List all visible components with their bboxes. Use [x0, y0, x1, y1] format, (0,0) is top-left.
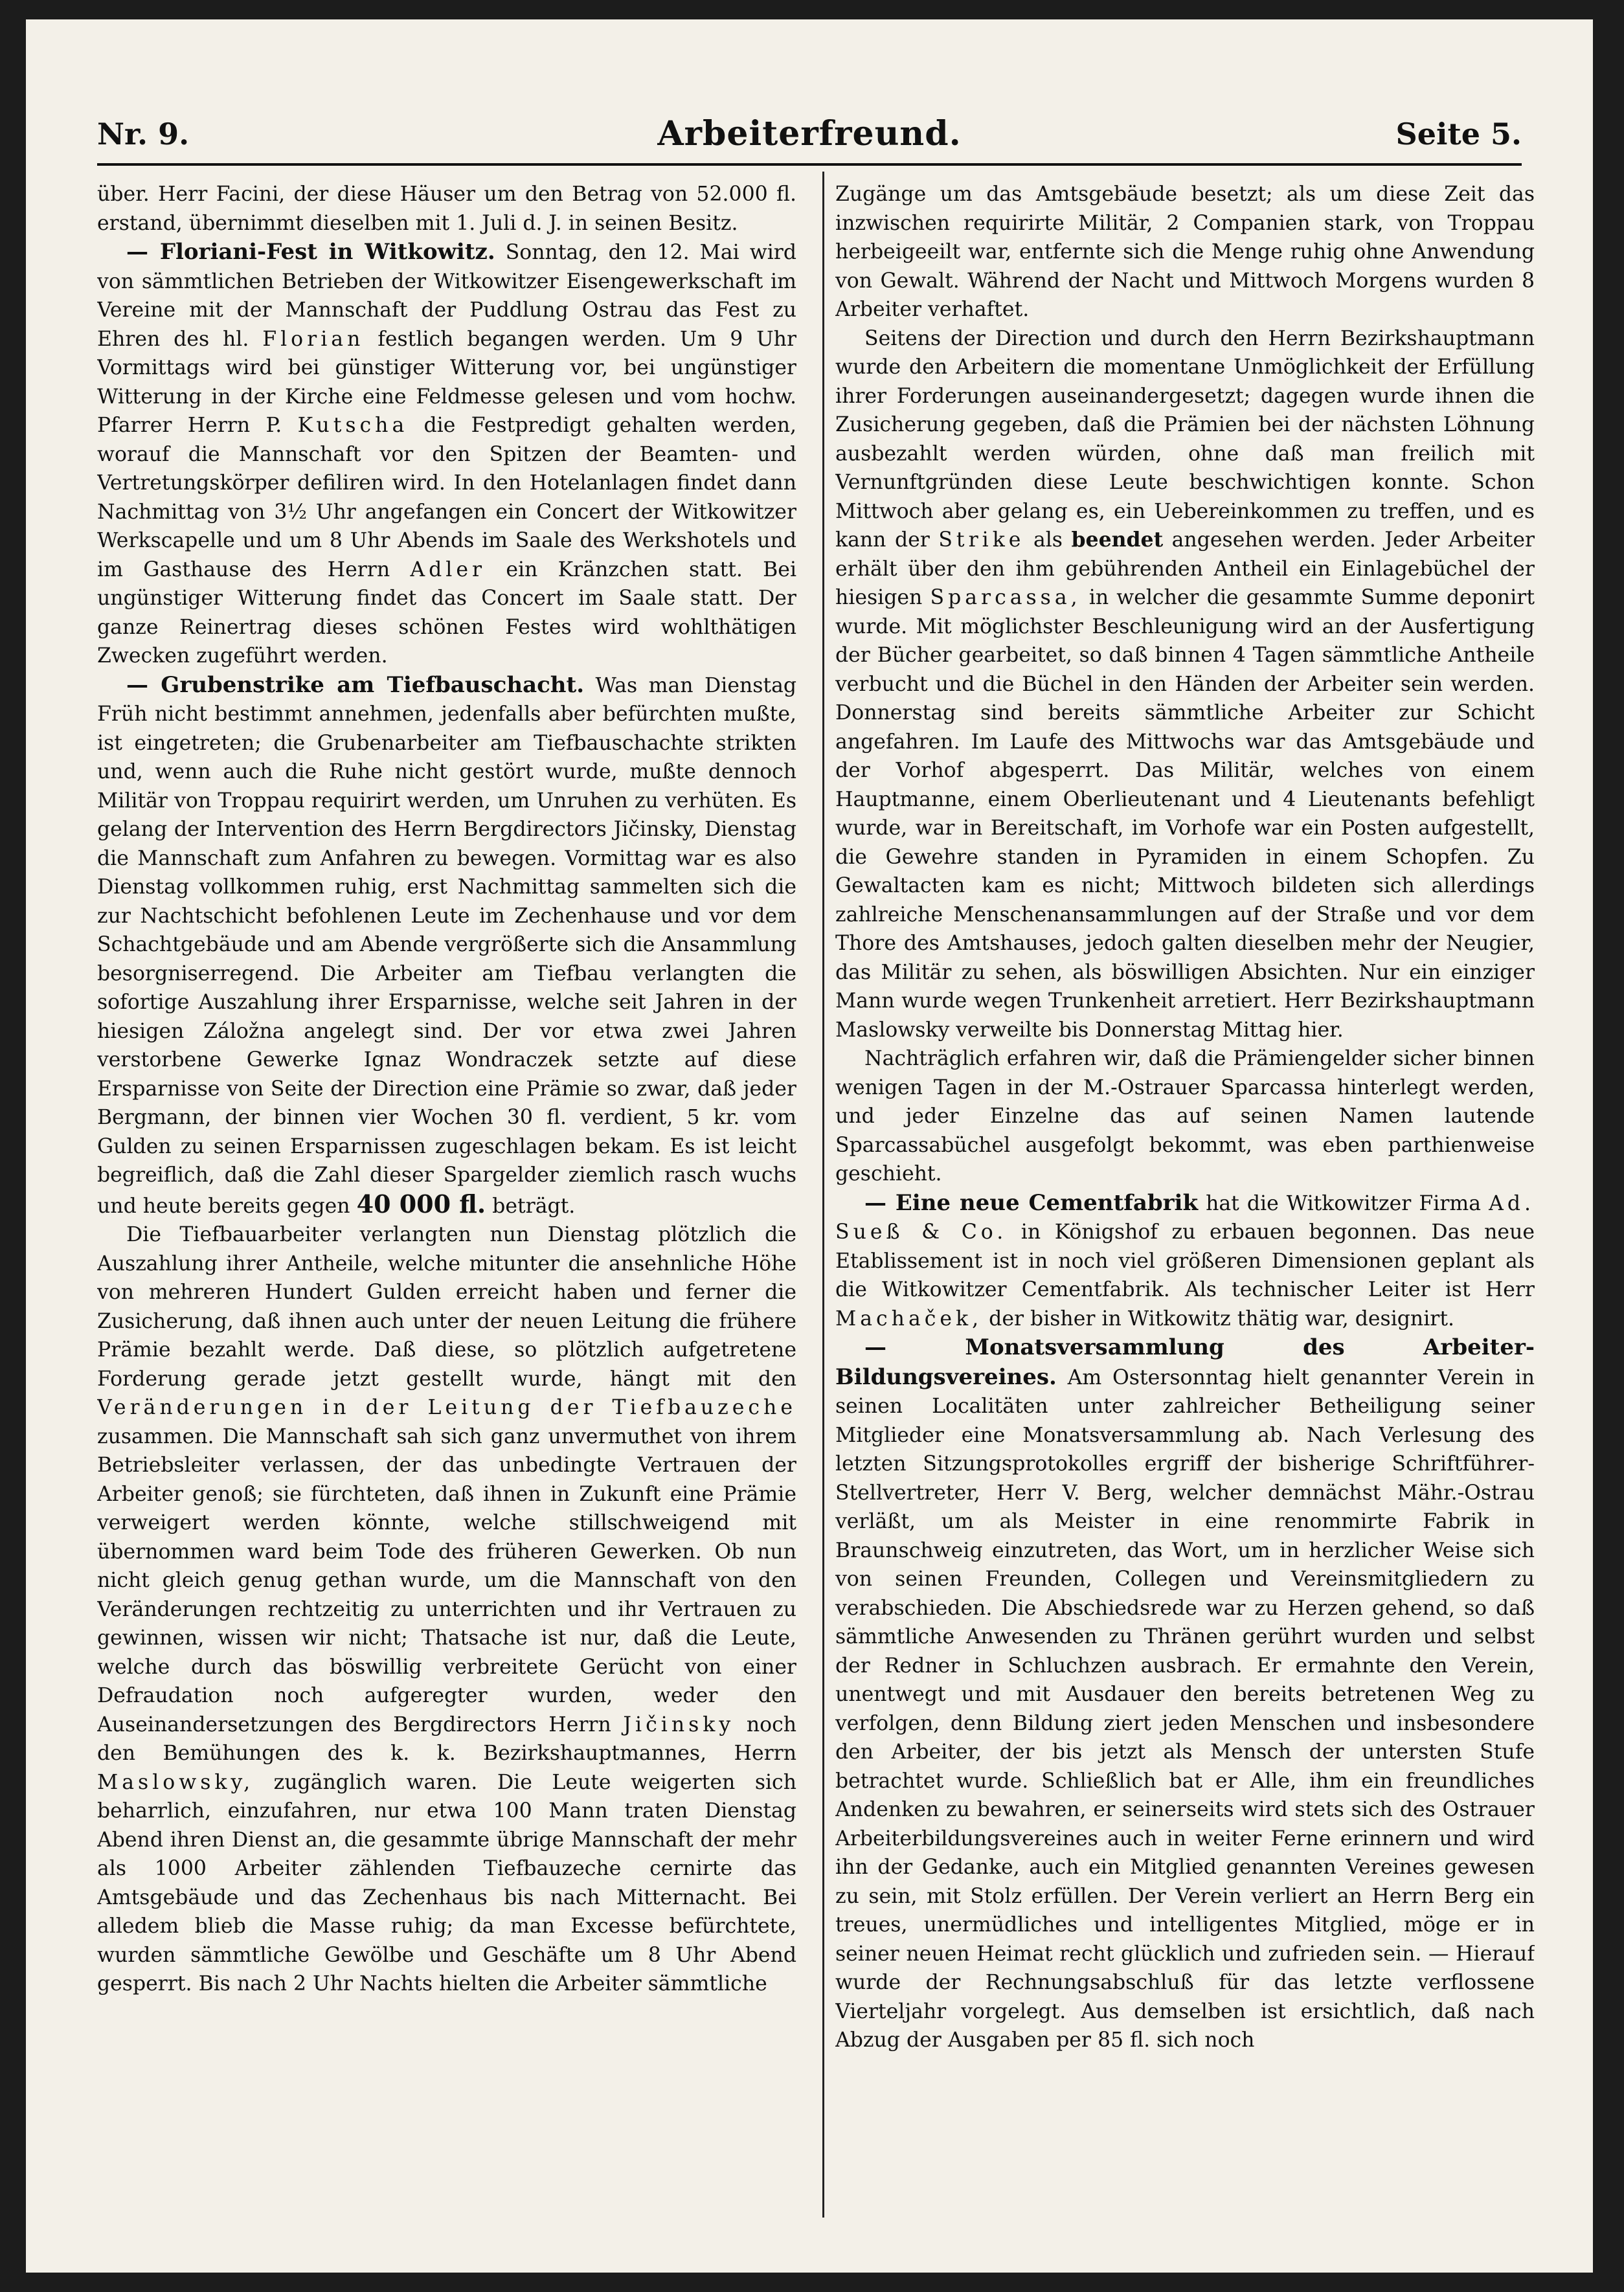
article-heading: — Eine neue Cementfabrik [864, 1189, 1199, 1216]
article-heading: — Grubenstrike am Tiefbauschacht. [126, 671, 585, 698]
article-heading: — Monatsversammlung des Arbeiter-Bildungsvereines. [835, 1334, 1535, 1390]
article-monatsversammlung: — Monatsversammlung des Arbeiter-Bildungsvereines. Am Ostersonntag hielt genannter Verein in seinen Localitäten unter zahlreicher Betheiligung seiner Mitglieder eine Monatsversammlung ab. Nach Verlesung des letzten Sitzungsprotokolles ergriff der bisherige Schriftführer-Stellvertreter, Herr V. Berg, welcher demnächst Mähr.-Ostrau verläßt, um als Meister in eine renommirte Fabrik in Braunschweig einzutreten, das Wort, um in herzlicher Weise sich von seinen Freunden, Collegen und Vereinsmitgliedern zu verabschieden. Die Abschiedsrede war zu Herzen gehend, so daß sämmtliche Anwesenden zu Thränen gerührt wurden und selbst der Redner in Schluchzen ausbrach. Er ermahnte den Verein, unentwegt und mit Ausdauer den bereits betretenen Weg zu verfolgen, denn Bildung ziert jeden Menschen und insbesondere den Arbeiter, der bis jetzt als Mensch der untersten Stufe betrachtet wurde. Schließlich bat er Alle, ihm ein freundliches Andenken zu bewahren, er seinerseits wird stets sich des Ostrauer Arbeiterbildungsvereines auch in weiter Ferne erinnern und wird ihn der Gedanke, auch ein Mitglied genannten Vereines gewesen zu sein, mit Stolz erfüllen. Der Verein verliert an Herrn Berg ein treues, unermüdliches und intelligentes Mitglied, möge er in seiner neuen Heimat recht glücklich und zufrieden sein. — Hierauf wurde der Rechnungsabschluß für das letzte verflossene Vierteljahr vorgelegt. Aus demselben ist ersichtlich, daß nach Abzug der Ausgaben per 85 fl. sich noch [835, 1334, 1535, 2052]
column-divider [822, 172, 824, 2218]
paragraph: Nachträglich erfahren wir, daß die Prämiengelder sicher binnen wenigen Tagen in der M.-Ostrauer Sparcassa hinterlegt werden, und jeder Einzelne das auf seinen Namen lautende Sparcassabüchel ausgefolgt bekommt, was eben parthienweise geschieht. [835, 1047, 1535, 1185]
left-column [97, 180, 796, 2207]
header-rule [97, 163, 1522, 166]
page-number: Seite 5. [1395, 117, 1522, 152]
right-column [835, 180, 1535, 2207]
article-cementfabrik: — Eine neue Cementfabrik hat die Witkowitzer Firma Ad. Sueß & Co. in Königshof zu erbauen begonnen. Das neue Etablissement ist in noch viel größeren Dimensionen geplant als die Witkowitzer Cementfabrik. Als technischer Leiter ist Herr Machaček, der bisher in Witkowitz thätig war, designirt. [835, 1189, 1535, 1331]
page-header [97, 110, 1522, 162]
article-heading: — Floriani-Fest in Witkowitz. [126, 239, 495, 265]
paragraph: Die Tiefbauarbeiter verlangten nun Dienstag plötzlich die Auszahlung ihrer Antheile, welche mitunter die ansehnliche Höhe von mehreren Hundert Gulden erreicht haben und ferner die Zusicherung, daß ihnen auch unter der neuen Leitung die frühere Prämie bezahlt werde. Daß diese, so plötzlich aufgetretene Forderung gerade jetzt gestellt wurde, hängt mit den Veränderungen in der Leitung der Tiefbauzeche zusammen. Die Mannschaft sah sich ganz unvermuthet von ihrem Betriebsleiter verlassen, der das unbedingte Vertrauen der Arbeiter genoß; sie fürchteten, daß ihnen in Zukunft eine Prämie verweigert werden könnte, welche stillschweigend mit übernommen ward beim Tode des früheren Gewerken. Ob nun nicht gleich genug gethan wurde, um die Mannschaft von den Veränderungen rechtzeitig zu unterrichten und ihr Vertrauen zu gewinnen, wissen wir nicht; Thatsache ist nur, daß die Leute, welche durch das böswillig verbreitete Gerücht von einer Defraudation noch aufgeregter wurden, weder den Auseinandersetzungen des Bergdirectors Herrn Jičinsky noch den Bemühungen des k. k. Bezirkshauptmannes, Herrn Maslowsky, zugänglich waren. Die Leute weigerten sich beharrlich, einzufahren, nur etwa 100 Mann traten Dienstag Abend ihren Dienst an, die gesammte übrige Mannschaft der mehr als 1000 Arbeiter zählenden Tiefbauzeche cernirte das Amtsgebäude und das Zechenhaus bis nach Mitternacht. Bei alledem blieb die Masse ruhig; da man Excesse befürchtete, wurden sämmtliche Gewölbe und Geschäfte um 8 Uhr Abend gesperrt. Bis nach 2 Uhr Nachts hielten die Arbeiter sämmtliche [97, 1223, 796, 1995]
paragraph: über. Herr Facini, der diese Häuser um den Betrag von 52.000 fl. erstand, übernimmt dieselben mit 1. Juli d. J. in seinen Besitz. [97, 183, 796, 235]
paragraph: Seitens der Direction und durch den Herrn Bezirkshauptmann wurde den Arbeitern die momentane Unmöglichkeit der Erfüllung ihrer Forderungen auseinandergesetzt; dagegen wurde ihnen die Zusicherung gegeben, daß die Prämien bei der nächsten Löhnung ausbezahlt werden würden, ohne daß man freilich mit Vernunftgründen diese Leute beschwichtigen konnte. Schon Mittwoch aber gelang es, ein Uebereinkommen zu treffen, und es kann der Strike als beendet angesehen werden. Jeder Arbeiter erhält über den ihm gebührenden Antheil ein Einlagebüchel der hiesigen Sparcassa, in welcher die gesammte Summe deponirt wurde. Mit möglichster Beschleunigung wird an der Ausfertigung der Bücher gearbeitet, so daß binnen 4 Tagen sämmtliche Antheile verbucht und die Büchel in den Händen der Arbeiter sein werden. Donnerstag sind bereits sämmtliche Arbeiter zur Schicht angefahren. Im Laufe des Mittwochs war das Amtsgebäude und der Vorhof abgesperrt. Das Militär, welches von einem Hauptmanne, einem Oberlieutenant und 4 Lieutenants befehligt wurde, war in Bereitschaft, im Vorhofe war ein Posten aufgestellt, die Gewehre standen in Pyramiden in einem Schopfen. Zu Gewaltacten kam es nicht; Mittwoch bildeten sich allerdings zahlreiche Menschenansammlungen auf der Straße und vor dem Thore des Amtshauses, jedoch galten dieselben mehr der Neugier, das Militär zu sehen, als böswilligen Absichten. Nur ein einziger Mann wurde wegen Trunkenheit arretiert. Herr Bezirkshauptmann Maslowsky verweilte bis Donnerstag Mittag hier. [835, 326, 1535, 1042]
paragraph: Zugänge um das Amtsgebäude besetzt; als um diese Zeit das inzwischen requirirte Militär, 2 Companien stark, von Troppau herbeigeeilt war, entfernte sich die Menge ruhig ohne Anwendung von Gewalt. Während der Nacht und Mittwoch Morgens wurden 8 Arbeiter verhaftet. [835, 183, 1535, 321]
newspaper-title: Arbeiterfreund. [657, 114, 962, 153]
article-grubenstrike: — Grubenstrike am Tiefbauschacht. Was man Dienstag Früh nicht bestimmt annehmen, jedenfalls aber befürchten mußte, ist eingetreten; die Grubenarbeiter am Tiefbauschachte strikten und, wenn auch die Ruhe nicht gestört wurde, mußte dennoch Militär von Troppau requirirt werden, um Unruhen zu verhüten. Es gelang der Intervention des Herrn Bergdirectors Jičinsky, Dienstag die Mannschaft zum Anfahren zu bewegen. Vormittag war es also Dienstag vollkommen ruhig, erst Nachmittag sammelten sich die zur Nachtschicht befohlenen Leute im Zechenhause und vor dem Schachtgebäude und am Abende vergrößerte sich die Ansammlung besorgniserregend. Die Arbeiter am Tiefbau verlangten die sofortige Auszahlung ihrer Ersparnisse, welche seit Jahren in der hiesigen Záložna angelegt sind. Der vor etwa zwei Jahren verstorbene Gewerke Ignaz Wondraczek setzte auf diese Ersparnisse von Seite der Direction eine Prämie so zwar, daß jeder Bergmann, der binnen vier Wochen 30 fl. verdient, 5 kr. vom Gulden zu seinen Ersparnissen zugeschlagen bekam. Es ist leicht begreiflich, daß die Zahl dieser Spargelder ziemlich rasch wuchs und heute bereits gegen 40 000 fl. beträgt. [97, 671, 796, 1219]
article-floriani: — Floriani-Fest in Witkowitz. Sonntag, den 12. Mai wird von sämmtlichen Betrieben der Witkowitzer Eisengewerkschaft im Vereine mit der Mannschaft der Puddlung Ostrau das Fest zu Ehren des hl. Florian festlich begangen werden. Um 9 Uhr Vormittags wird bei günstiger Witterung vor, bei ungünstiger Witterung in der Kirche eine Feldmesse gelesen und vom hochw. Pfarrer Herrn P. Kutscha die Festpredigt gehalten werden, worauf die Mannschaft vor den Spitzen der Beamten- und Vertretungskörper defiliren wird. In den Hotelanlagen findet dann Nachmittag von 3½ Uhr angefangen ein Concert der Witkowitzer Werkscapelle und um 8 Uhr Abends im Saale des Werkshotels und im Gasthause des Herrn Adler ein Kränzchen statt. Bei ungünstiger Witterung findet das Concert im Saale statt. Der ganze Reinertrag dieses schönen Festes wird wohlthätigen Zwecken zugeführt werden. [97, 239, 796, 668]
issue-number: Nr. 9. [97, 117, 190, 152]
